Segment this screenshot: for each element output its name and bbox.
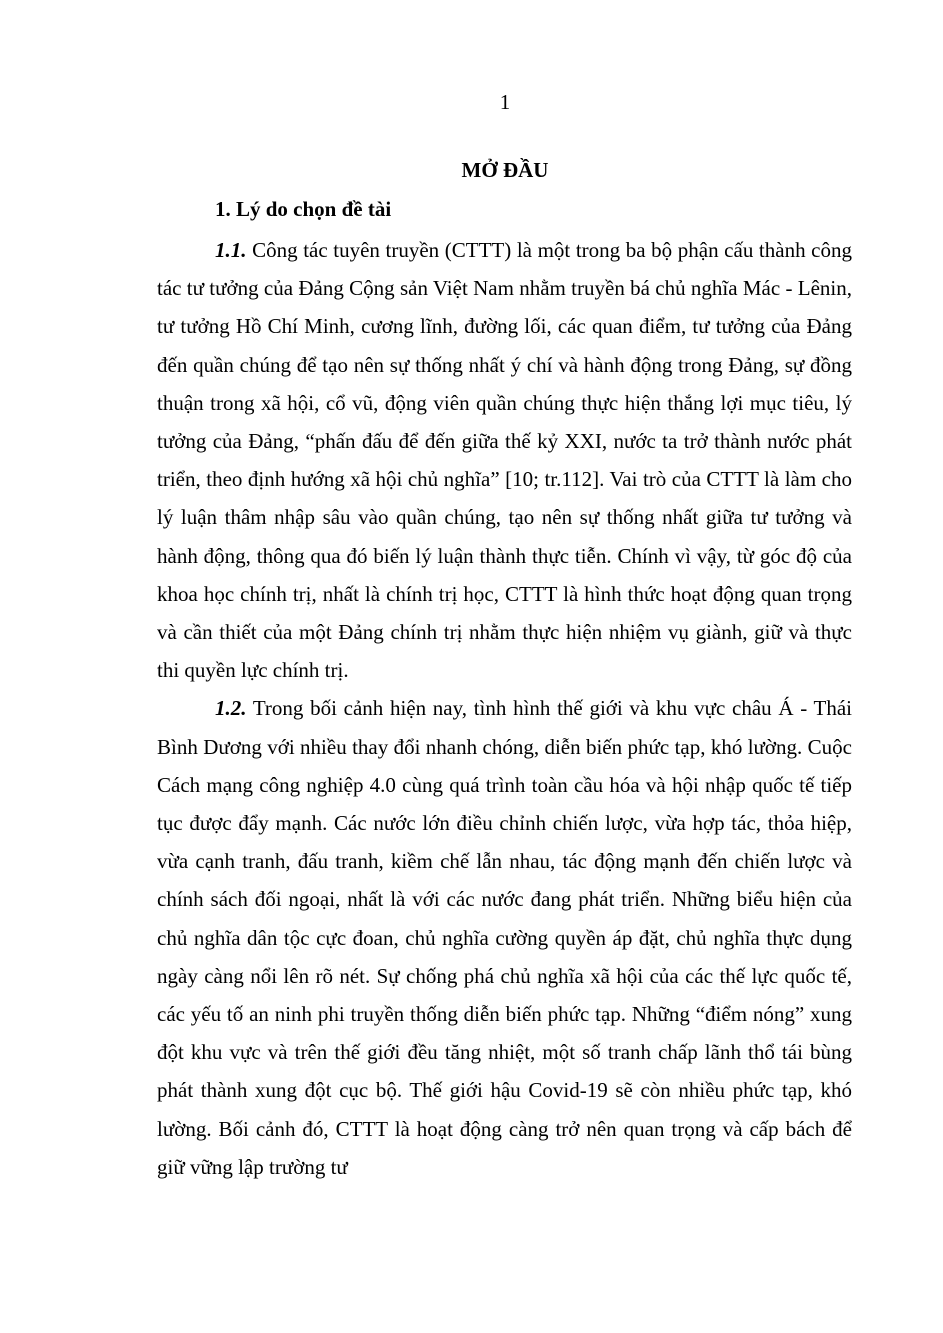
page-number: 1 xyxy=(499,90,511,114)
page-title: MỞ ĐẦU xyxy=(461,158,549,182)
paragraph-1-1 xyxy=(157,231,852,689)
paragraph-label: 1.2. xyxy=(215,696,247,721)
paragraph-label: 1.1. xyxy=(215,238,247,262)
paragraph-text: Công tác tuyên truyền (CTTT) là một trong ba bộ phận cấu thành công tác tư tưởng của Đảng Cộng sản Việt Nam nhằm truyền bá chủ nghĩa Mác - Lênin, tư tưởng Hồ Chí Minh, cương lĩnh, đường lối, các quan điểm, tư tưởng của Đảng đến quần chúng để tạo nên sự thống nhất ý chí và hành động trong Đảng, sự đồng thuận trong xã hội, cổ vũ, động viên quần chúng thực hiện thắng lợi mục tiêu, lý tưởng của Đảng, “phấn đấu để đến giữa thế kỷ XXI, nước ta trở thành nước phát triển, theo định hướng xã hội chủ nghĩa” [10; tr.112]. Vai trò của CTTT là làm cho lý luận thâm nhập sâu vào quần chúng, tạo nên sự thống nhất giữa tư tưởng và hành động, thông qua đó biến lý luận thành thực tiễn. Chính vì vậy, từ góc độ của khoa học chính trị, nhất là chính trị học, CTTT là hình thức hoạt động quan trọng và cần thiết của một Đảng chính trị nhằm thực hiện nhiệm vụ giành, giữ và thực thi quyền lực chính trị. xyxy=(157,238,852,683)
paragraph-1-2 xyxy=(157,689,852,1186)
body-text xyxy=(157,231,852,1186)
section-heading: 1. Lý do chọn đề tài xyxy=(215,197,392,221)
paragraph-text: Trong bối cảnh hiện nay, tình hình thế giới và khu vực châu Á - Thái Bình Dương với nhiều thay đổi nhanh chóng, diễn biến phức tạp, khó lường. Cuộc Cách mạng công nghiệp 4.0 cùng quá trình toàn cầu hóa và hội nhập quốc tế tiếp tục được đẩy mạnh. Các nước lớn điều chỉnh chiến lược, vừa hợp tác, thỏa hiệp, vừa cạnh tranh, đấu tranh, kiềm chế lẫn nhau, tác động mạnh đến chiến lược và chính sách đối ngoại, nhất là với các nước đang phát triển. Những biểu hiện của chủ nghĩa dân tộc cực đoan, chủ nghĩa cường quyền áp đặt, chủ nghĩa thực dụng ngày càng nổi lên rõ nét. Sự chống phá chủ nghĩa xã hội của các thế lực quốc tế, các yếu tố an ninh phi truyền thống diễn biến phức tạp. Những “điểm nóng” xung đột khu vực và trên thế giới đều tăng nhiệt, một số tranh chấp lãnh thổ tái bùng phát thành xung đột cục bộ. Thế giới hậu Covid-19 sẽ còn nhiều phức tạp, khó lường. Bối cảnh đó, CTTT là hoạt động càng trở nên quan trọng và cấp bách để giữ vững lập trường tư xyxy=(157,696,852,1179)
